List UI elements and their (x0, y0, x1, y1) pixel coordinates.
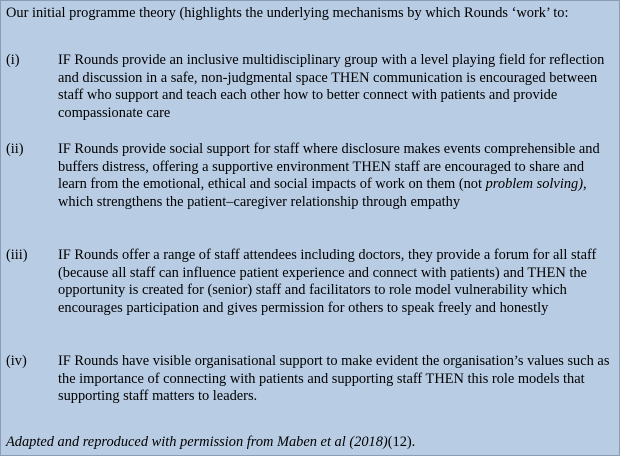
item-text: IF Rounds offer a range of staff attendees including doctors, they provide a forum for all staff (because all staff can influence patient experience and connect with patients) and THEN the opportunity is created for (senior) staff and facilitators to role model vulnerability which encourages participation and gives permission for others to speak freely and honestly (58, 247, 597, 316)
list-item (6, 353, 611, 406)
citation-ref: (12). (387, 434, 416, 450)
item-number: (iii) (6, 247, 28, 263)
item-text: IF Rounds provide an inclusive multidisciplinary group with a level playing field for reflection and discussion in a safe, non-judgmental space THEN communication is encouraged between staff who support and teach each other how to better connect with patients and provide compassionate care (58, 52, 605, 121)
item-text-part: IF Rounds provide social support for staff where disclosure makes events comprehensible and buffers distress, offering a supportive environment THEN staff are encouraged to share and learn from the emotional, ethical and social impacts of work on them (not (58, 141, 600, 193)
item-text: IF Rounds have visible organisational support to make evident the organisation’s values such as the importance of connecting with patients and supporting staff THEN this role models that supporting staff matters to leaders. (58, 353, 610, 405)
item-text (58, 141, 610, 211)
intro-text: Our initial programme theory (highlights the underlying mechanisms by which Rounds ‘work’ to: (6, 5, 569, 21)
item-text-italic: problem solving), (485, 176, 587, 193)
list-item (6, 141, 611, 211)
item-number: (iv) (6, 353, 27, 369)
item-text-part: which strengthens the patient–caregiver relationship through empathy (58, 193, 461, 210)
citation-italic: Adapted and reproduced with permission from Maben et al (2018) (6, 434, 388, 450)
item-number: (ii) (6, 141, 24, 157)
list-item (6, 247, 611, 317)
item-number: (i) (6, 52, 20, 68)
source-citation (6, 434, 415, 452)
list-item (6, 52, 611, 122)
